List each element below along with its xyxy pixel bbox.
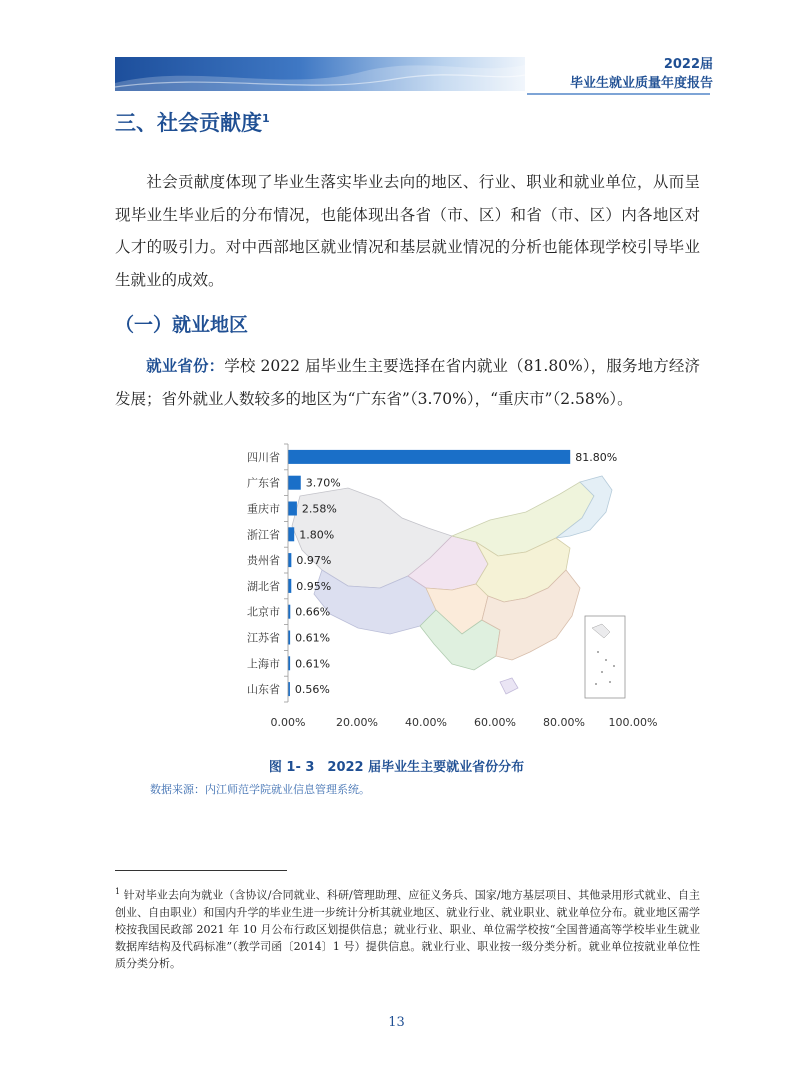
china-map-background <box>292 476 625 698</box>
bar <box>288 527 294 541</box>
data-label: 81.80% <box>575 450 618 464</box>
map-inset-south-china-sea <box>585 616 625 698</box>
province-bar-chart <box>230 438 658 738</box>
x-tick-label: 100.00% <box>608 716 658 729</box>
bar <box>288 450 570 464</box>
intro-paragraph-text: 社会贡献度体现了毕业生落实毕业去向的地区、行业、职业和就业单位，从而呈现毕业生毕业后的分布情况，也能体现出各省（市、区）和省（市、区）内各地区对人才的吸引力。对中西部地区就业情况和基层就业情况的分析也能体现学校引导毕业生就业的成效。 <box>115 173 700 289</box>
footnote-text: 针对毕业去向为就业（含协议/合同就业、科研/管理助理、应征义务兵、国家/地方基层项目、其他录用形式就业、自主创业、自由职业）和国内升学的毕业生进一步统计分析其就业地区、就业行业、就业职业、就业单位分布。就业地区需学校按我国民政部 2021 年 10 月公布行政区划提供信息；就业行业、职业、单位需学校按“全国普通高等学校毕业生就业数据库结构及代码标准”（教学司函〔2014〕1 号）提供信息。就业行业、职业按一级分类分析。就业单位按就业单位性质分类分析。 <box>115 888 700 970</box>
data-label: 0.61% <box>295 657 331 671</box>
x-tick-label: 0.00% <box>270 716 306 729</box>
y-tick-label: 江苏省 <box>247 631 280 645</box>
x-tick-label: 20.00% <box>336 716 378 729</box>
y-tick-label: 四川省 <box>247 450 280 464</box>
chart-svg <box>230 438 658 738</box>
data-label: 3.70% <box>305 476 341 490</box>
data-label: 0.97% <box>296 554 332 568</box>
bar <box>288 502 297 516</box>
y-tick-label: 广东省 <box>247 476 280 490</box>
data-source: 数据来源：内江师范学院就业信息管理系统。 <box>150 783 370 796</box>
province-lead: 就业省份： <box>146 356 225 375</box>
header-year: 2022届 <box>663 57 713 72</box>
map-hainan <box>500 678 518 694</box>
figure-caption: 图 1- 3 2022 届毕业生主要就业省份分布 <box>268 760 525 775</box>
x-tick-label: 40.00% <box>405 716 447 729</box>
subsection-title: （一）就业地区 <box>115 314 249 336</box>
bar <box>288 553 291 567</box>
footnote-mark: 1 <box>115 887 121 896</box>
y-tick-label: 北京市 <box>247 605 280 619</box>
data-label: 2.58% <box>301 502 337 516</box>
data-label: 1.80% <box>299 528 335 542</box>
page-number: 13 <box>388 1015 405 1030</box>
footnote-rule <box>115 870 287 871</box>
header-title <box>463 55 713 93</box>
data-label: 0.66% <box>295 605 331 619</box>
bar <box>288 476 301 490</box>
footnote-ref[interactable]: 1 <box>262 112 270 125</box>
y-tick-label: 浙江省 <box>247 528 280 542</box>
intro-paragraph <box>115 166 700 296</box>
x-tick-label: 60.00% <box>474 716 516 729</box>
y-tick-label: 上海市 <box>247 657 280 671</box>
province-paragraph <box>115 350 700 415</box>
section-title <box>115 107 270 137</box>
bar <box>288 579 291 593</box>
y-tick-label: 贵州省 <box>247 554 280 568</box>
header-rule <box>527 93 710 95</box>
y-tick-label: 重庆市 <box>247 502 280 516</box>
footnote <box>115 883 700 972</box>
data-label: 0.56% <box>294 683 330 697</box>
x-tick-label: 80.00% <box>543 716 585 729</box>
data-label: 0.95% <box>296 579 332 593</box>
y-tick-label: 山东省 <box>247 683 280 697</box>
y-tick-label: 湖北省 <box>247 579 280 593</box>
header-report-title: 毕业生就业质量年度报告 <box>569 76 713 91</box>
province-text: 学校 2022 届毕业生主要选择在省内就业（81.80%），服务地方经济发展；省外就业人数较多的地区为“广东省”（3.70%），“重庆市”（2.58%）。 <box>115 357 700 408</box>
section-title-text: 三、社会贡献度 <box>115 111 262 135</box>
data-label: 0.61% <box>295 631 331 645</box>
